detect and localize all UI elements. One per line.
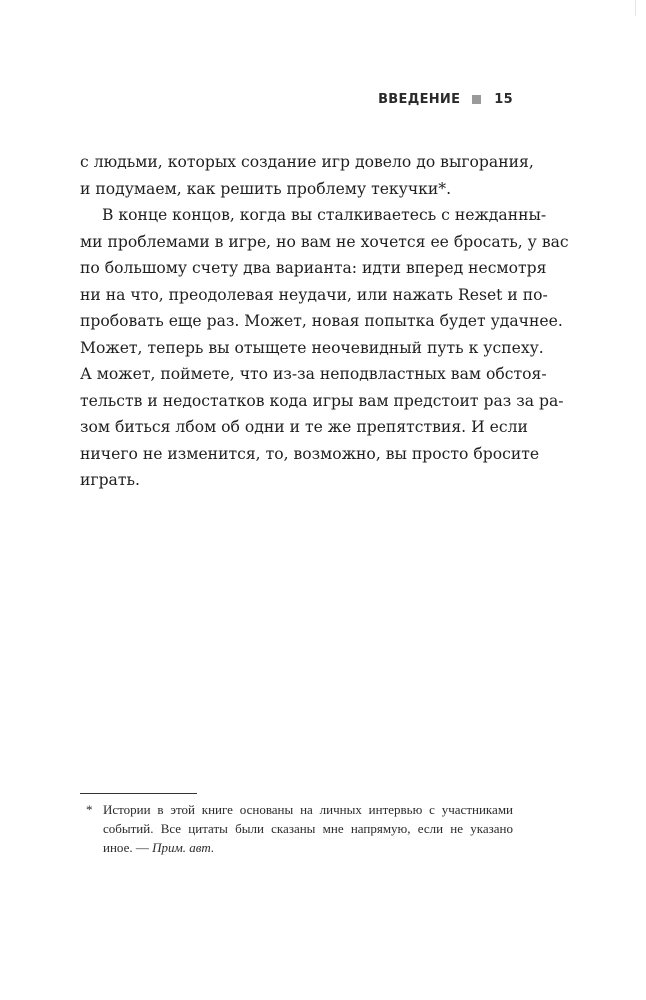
- footnote-line: [80, 800, 513, 819]
- square-separator-icon: [472, 95, 481, 104]
- body-text: [80, 149, 569, 494]
- text-line: А может, поймете, что из-за неподвластных вам обстоя-: [80, 365, 547, 383]
- section-title: ВВЕДЕНИЕ: [378, 91, 461, 107]
- text-line: зом биться лбом об одни и те же препятствия. И если: [80, 418, 528, 436]
- footnote-marker: *: [86, 802, 93, 817]
- footnote-note-label: Прим. авт.: [152, 840, 215, 855]
- text-line: с людьми, которых создание игр довело до выгорания,: [80, 153, 534, 171]
- footnote-text: Истории в этой книге основаны на личных интервью с участниками: [103, 802, 513, 817]
- text-line: пробовать еще раз. Может, новая попытка будет удачнее.: [80, 312, 563, 330]
- footnote-text: иное. —: [103, 840, 153, 855]
- footnote: [80, 800, 513, 857]
- text-line: ми проблемами в игре, но вам не хочется ее бросать, у вас: [80, 232, 569, 251]
- page-edge: [635, 0, 636, 16]
- text-line: В конце концов, когда вы сталкиваетесь с нежданны-: [102, 206, 547, 224]
- text-line: играть.: [80, 471, 140, 489]
- text-line: ничего не изменится, то, возможно, вы просто бросите: [80, 444, 540, 463]
- footnote-line: [80, 838, 513, 857]
- text-line: тельств и недостатков кода игры вам предстоит раз за ра-: [80, 391, 564, 410]
- page-number: 15: [494, 91, 513, 107]
- text-line: и подумаем, как решить проблему текучки*.: [80, 179, 452, 198]
- footnote-divider: [80, 793, 197, 794]
- footnote-line: событий. Все цитаты были сказаны мне напрямую, если не указано: [103, 821, 513, 836]
- running-head: [378, 89, 513, 109]
- text-line: Может, теперь вы отыщете неочевидный путь к успеху.: [80, 338, 544, 357]
- text-line: по большому счету два варианта: идти вперед несмотря: [80, 259, 547, 277]
- text-line: ни на что, преодолевая неудачи, или нажать Reset и по-: [80, 285, 548, 304]
